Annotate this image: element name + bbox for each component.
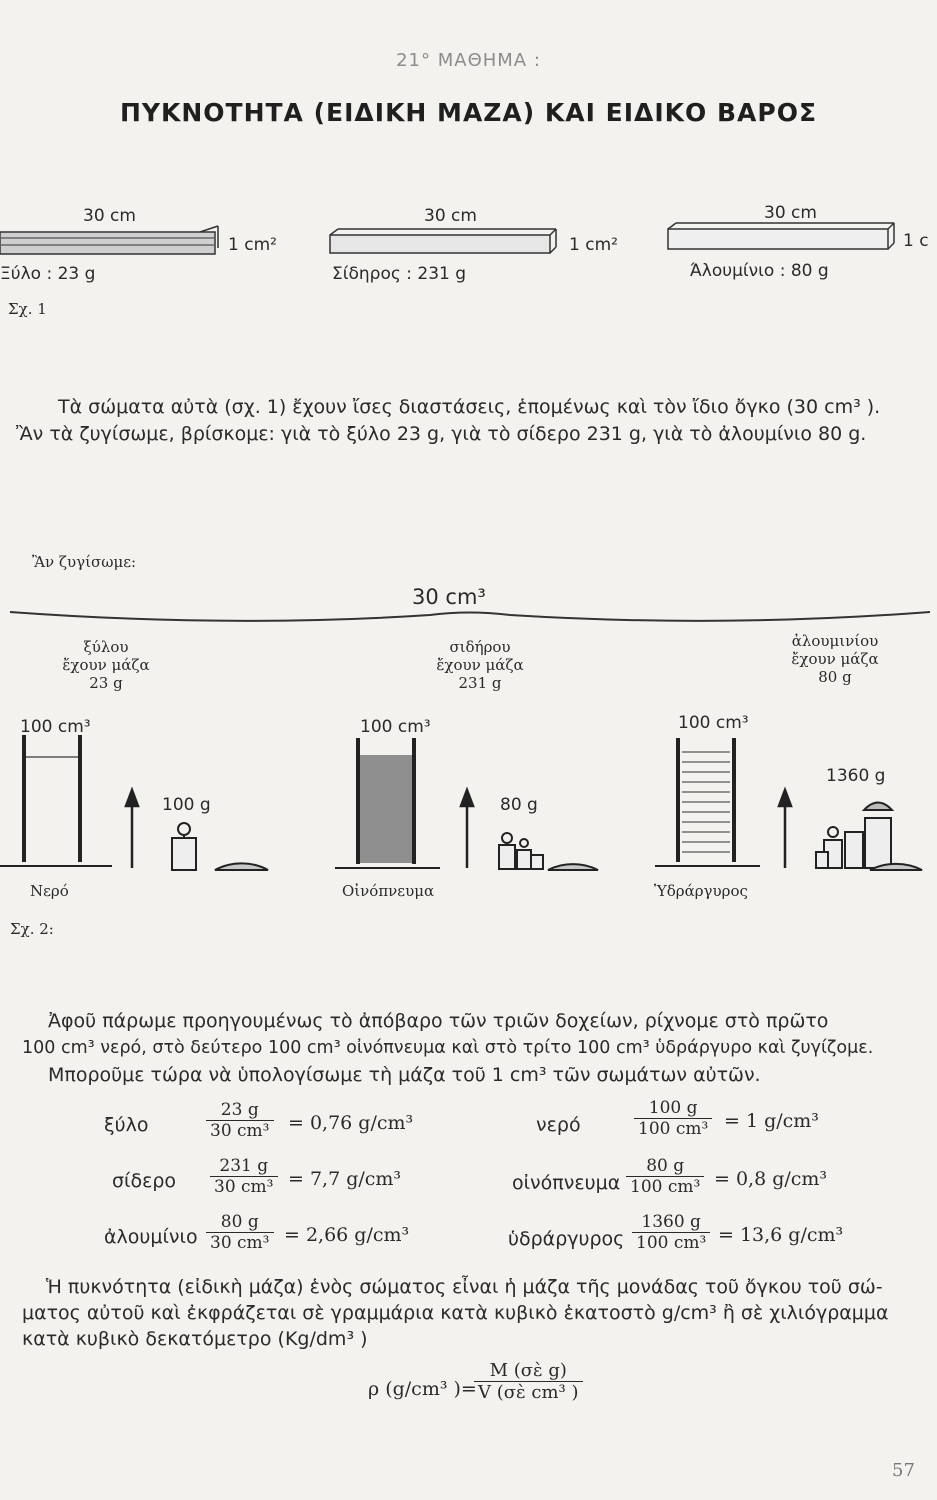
calc-mercury-result: = 13,6 g/cm³ xyxy=(718,1224,844,1246)
aluminium-length: 30 cm xyxy=(764,203,817,223)
container-water xyxy=(0,735,112,866)
fig2-intro: Ἂν ζυγίσωμε: xyxy=(32,553,137,571)
aluminium-bar xyxy=(668,223,894,249)
calc-alcohol-name: οἰνόπνευμα xyxy=(512,1172,621,1194)
mercury-weight: 1360 g xyxy=(826,766,886,786)
aluminium-section: 1 c xyxy=(903,231,929,251)
iron-length: 30 cm xyxy=(424,206,477,226)
calc-aluminium-name: ἀλουμίνιο xyxy=(104,1226,198,1248)
iron-bar xyxy=(330,229,556,253)
wood-bar xyxy=(0,226,218,254)
calc-aluminium-result: = 2,66 g/cm³ xyxy=(284,1224,410,1246)
definition-line3: κατὰ κυβικὸ δεκατόμετρο (Kg/dm³ ) xyxy=(22,1328,368,1350)
page-number: 57 xyxy=(892,1460,915,1481)
text1-line1: Τὰ σώματα αὐτὰ (σχ. 1) ἔχουν ἴσες διαστάσεις, ἑπομένως καὶ τὸν ἴδιο ὄγκο (30 cm³ ). xyxy=(58,396,881,418)
calc-wood-name: ξύλο xyxy=(104,1114,149,1136)
text2-line2: 100 cm³ νερό, στὸ δεύτερο 100 cm³ οἰνόπνευμα καὶ στὸ τρίτο 100 cm³ ὑδράργυρο καὶ ζυγίζομε. xyxy=(22,1038,874,1058)
arrow-water xyxy=(126,790,138,868)
mercury-volume: 100 cm³ xyxy=(678,713,749,733)
fig2-caption: Σχ. 2: xyxy=(10,920,54,938)
arrow-alcohol xyxy=(461,790,473,868)
volume-brace xyxy=(10,612,930,621)
aluminium-mass-label: Άλουμίνιο : 80 g xyxy=(690,261,829,281)
lesson-number: 21° ΜΑΘΗΜΑ : xyxy=(396,50,541,71)
water-volume: 100 cm³ xyxy=(20,717,91,737)
iron-section: 1 cm² xyxy=(569,235,618,255)
mass-aluminium: ἀλουμινίου ἔχουν μάζα 80 g xyxy=(791,632,879,686)
mercury-label: Ὑδράργυρος xyxy=(654,882,748,900)
page-title: ΠΥΚΝΟΤΗΤΑ (ΕΙΔΙΚΗ ΜΑΖΑ) ΚΑΙ ΕΙΔΙΚΟ ΒΑΡΟΣ xyxy=(119,98,818,127)
calc-alcohol-result: = 0,8 g/cm³ xyxy=(714,1168,828,1190)
calc-iron-result: = 7,7 g/cm³ xyxy=(288,1168,402,1190)
wood-section: 1 cm² xyxy=(228,235,277,255)
text2-line3: Μποροῦμε τώρα νὰ ὑπολογίσωμε τὴ μάζα τοῦ 1 cm³ τῶν σωμάτων αὐτῶν. xyxy=(48,1064,761,1086)
alcohol-weight: 80 g xyxy=(500,795,538,815)
arrow-mercury xyxy=(779,790,791,868)
calc-mercury-name: ὑδράργυρος xyxy=(508,1228,625,1250)
calc-water-fraction: $\frac{100 g}{\text{100 cm³}}$ xyxy=(634,1098,712,1139)
weights-mercury xyxy=(816,803,922,871)
alcohol-label: Οἰνόπνευμα xyxy=(342,882,435,900)
weights-water xyxy=(172,823,268,870)
calc-wood-result: = 0,76 g/cm³ xyxy=(288,1112,414,1134)
definition-line2: ματος αὐτοῦ καὶ ἐκφράζεται σὲ γραμμάρια κατὰ κυβικὸ ἑκατοστὸ g/cm³ ἢ σὲ χιλιόγραμμα xyxy=(22,1302,889,1324)
calc-alcohol-fraction: $\frac{80 g}{\text{100 cm³}}$ xyxy=(626,1156,704,1197)
calc-mercury-fraction: $\frac{1360 g}{\text{100 cm³}}$ xyxy=(632,1212,710,1253)
alcohol-volume: 100 cm³ xyxy=(360,717,431,737)
container-mercury xyxy=(655,738,760,866)
wood-mass-label: Ξύλο : 23 g xyxy=(0,264,96,284)
wood-length: 30 cm xyxy=(83,206,136,226)
calc-water-result: = 1 g/cm³ xyxy=(724,1110,819,1132)
formula-lhs: ρ (g/cm³ )= xyxy=(368,1378,477,1400)
calc-water-name: νερό xyxy=(536,1114,581,1136)
formula-fraction: $\frac{\text{M (σὲ g)}}{\text{V (σὲ cm³ )}}$ xyxy=(474,1360,583,1403)
weights-alcohol xyxy=(499,833,598,870)
fig2-volume: 30 cm³ xyxy=(412,585,486,609)
calc-iron-name: σίδερο xyxy=(112,1170,177,1192)
text1-line2: Ἂν τὰ ζυγίσωμε, βρίσκομε: γιὰ τὸ ξύλο 23 g, γιὰ τὸ σίδερο 231 g, γιὰ τὸ ἀλουμίνιο 80 g. xyxy=(16,423,867,445)
calc-wood-fraction: $\frac{23 g}{\text{30 cm³}}$ xyxy=(206,1100,274,1141)
definition-line1: Ἡ πυκνότητα (εἰδικὴ μάζα) ἑνὸς σώματος εἶναι ἡ μάζα τῆς μονάδας τοῦ ὄγκου τοῦ σώ- xyxy=(46,1276,883,1298)
iron-mass-label: Σίδηρος : 231 g xyxy=(332,264,467,284)
container-alcohol xyxy=(335,738,440,868)
calc-aluminium-fraction: $\frac{80 g}{\text{30 cm³}}$ xyxy=(206,1212,274,1253)
calc-iron-fraction: $\frac{231 g}{\text{30 cm³}}$ xyxy=(210,1156,278,1197)
mass-iron: σιδήρου ἔχουν μάζα 231 g xyxy=(436,638,524,692)
mass-wood: ξύλου ἔχουν μάζα 23 g xyxy=(62,638,150,692)
fig1-caption: Σχ. 1 xyxy=(8,300,47,318)
water-weight: 100 g xyxy=(162,795,211,815)
text2-line1: Ἀφοῦ πάρωμε προηγουμένως τὸ ἀπόβαρο τῶν τριῶν δοχείων, ρίχνομε στὸ πρῶτο xyxy=(48,1010,829,1032)
water-label: Νερό xyxy=(30,882,69,900)
